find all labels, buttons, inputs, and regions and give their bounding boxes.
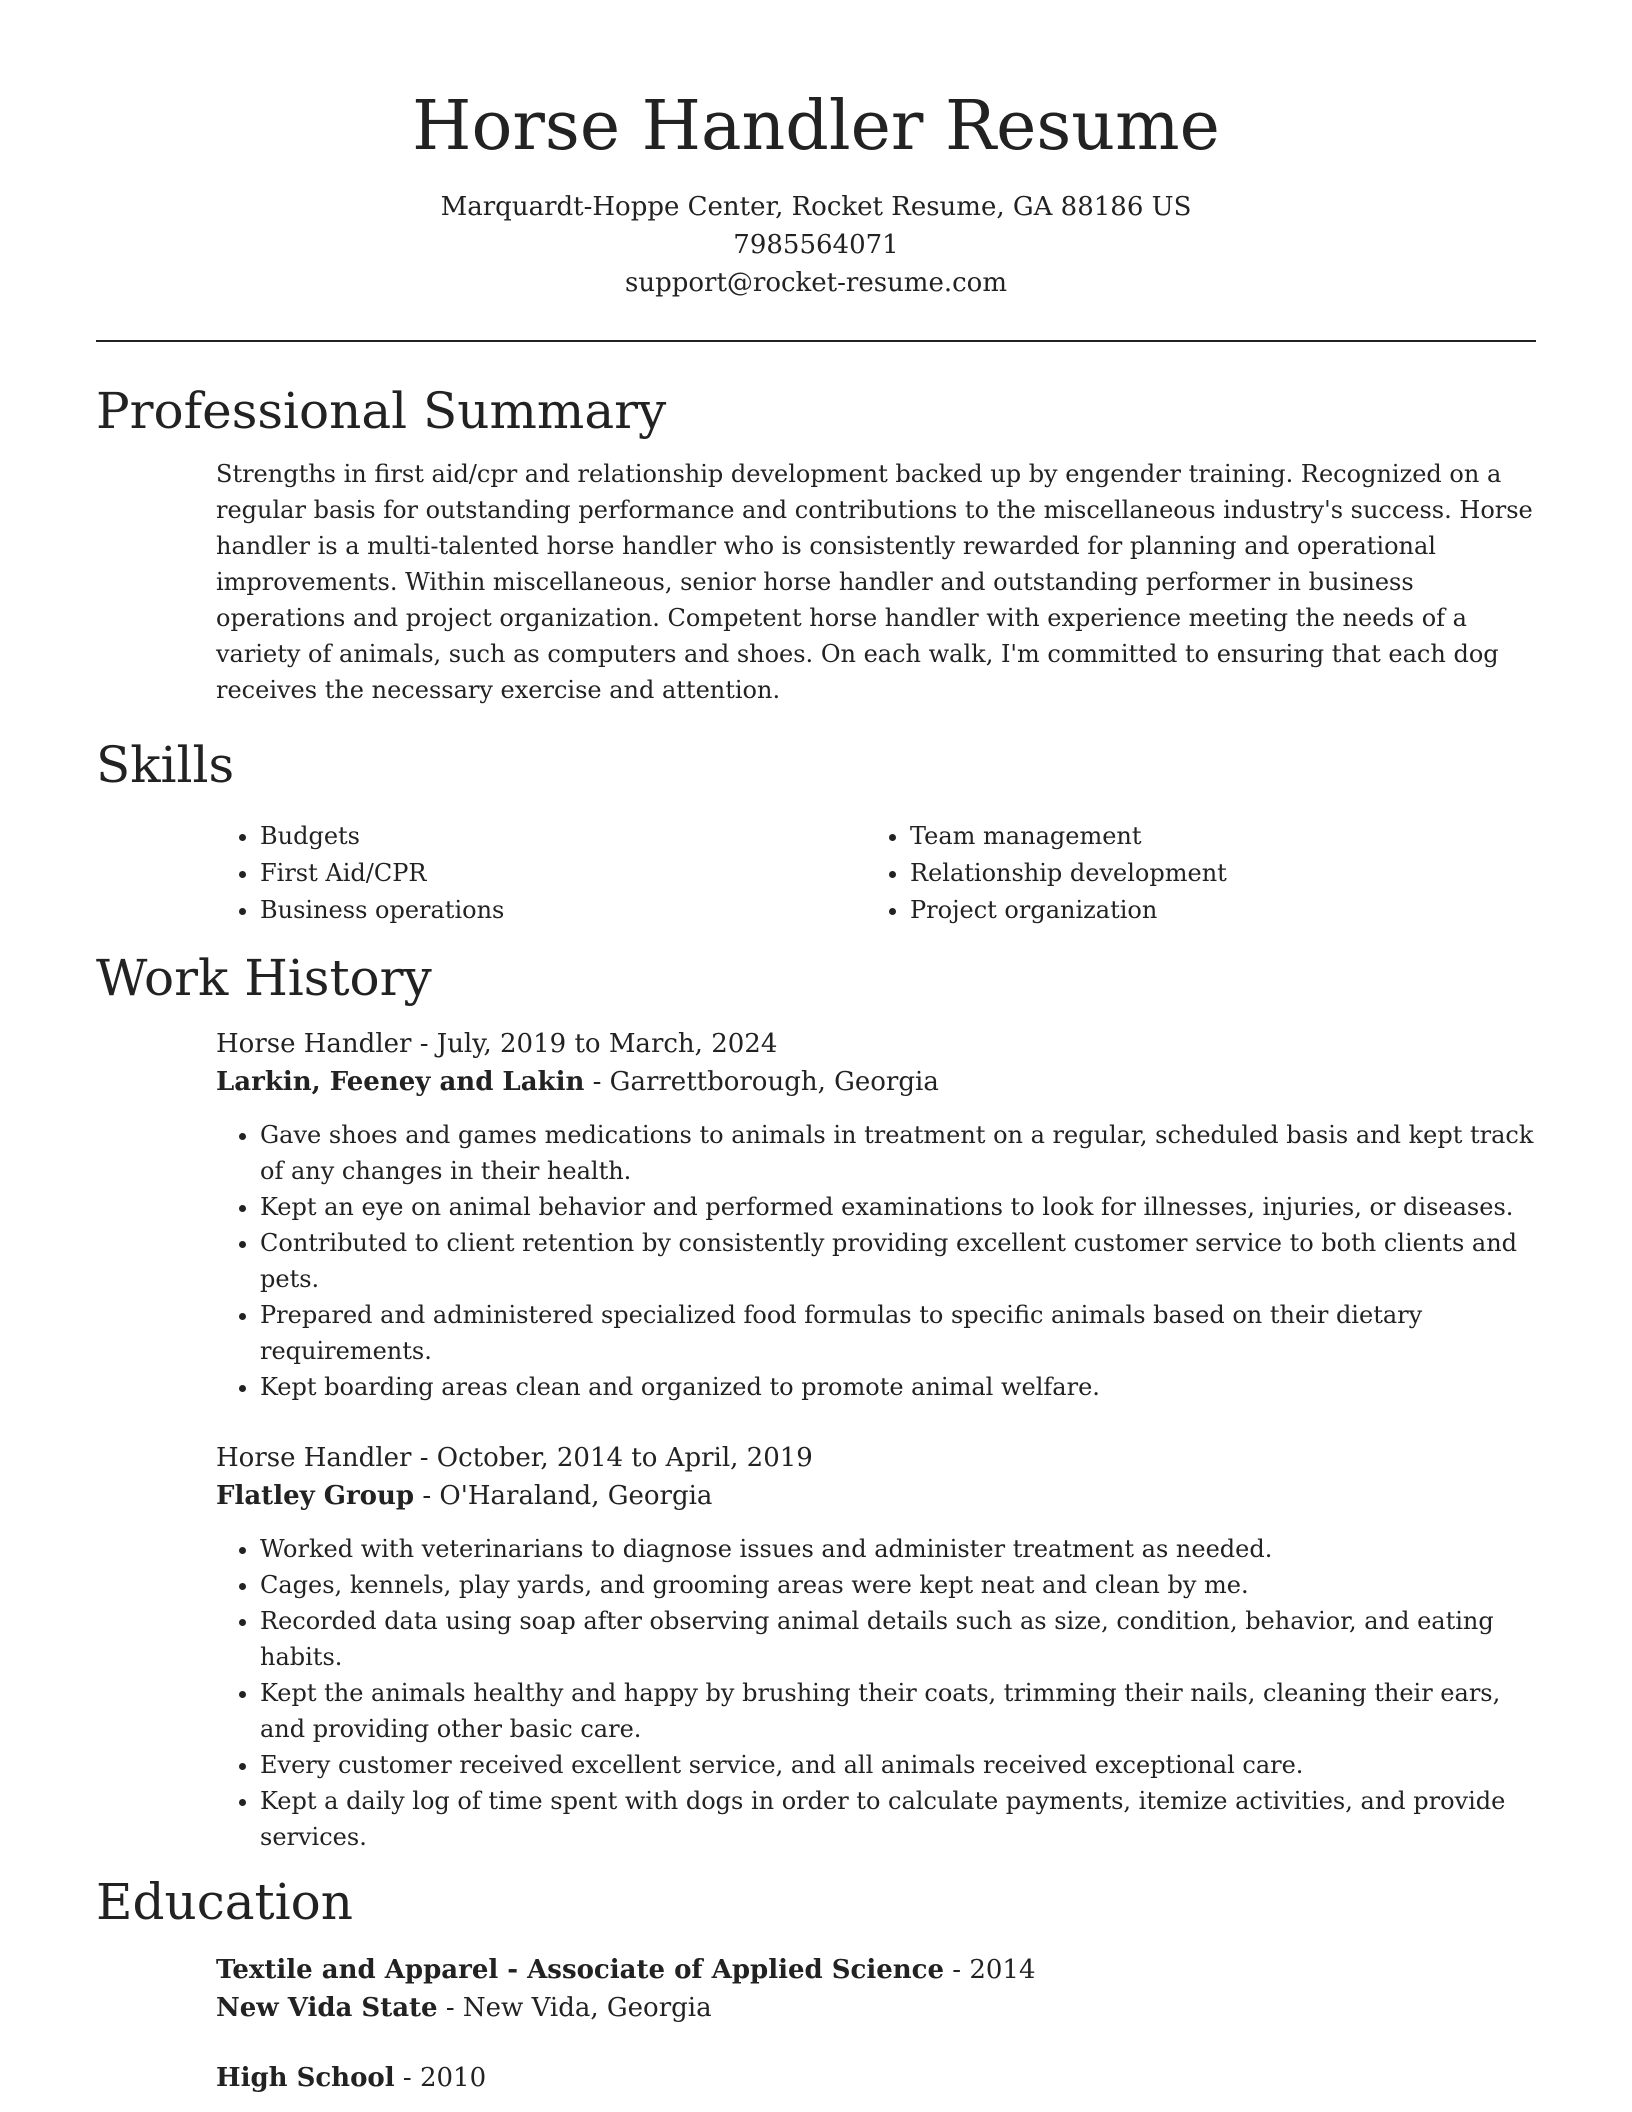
- job-title-line: [216, 1025, 1536, 1063]
- work-history-section: [96, 947, 1536, 1855]
- job-company-line: [216, 1477, 1536, 1515]
- education-year: - 2010: [394, 2063, 487, 2093]
- summary-section: [96, 380, 1536, 708]
- job-duty: • Contributed to client retention by consistently providing excellent customer service to both clients and pets.: [260, 1225, 1536, 1297]
- job-duty: • Kept the animals healthy and happy by brushing their coats, trimming their nails, cleaning their ears, and providing other basic care.: [260, 1675, 1536, 1747]
- education-heading: Education: [96, 1873, 353, 1931]
- job-company: Larkin, Feeney and Lakin: [216, 1067, 585, 1097]
- job-entry: [216, 1439, 1536, 1855]
- education-entry: [216, 2059, 1536, 2097]
- job-company: Flatley Group: [216, 1481, 415, 1511]
- contact-block: [96, 188, 1536, 302]
- summary-heading: Professional Summary: [96, 382, 667, 440]
- job-duties: [216, 1117, 1536, 1405]
- education-degree: High School: [216, 2063, 395, 2093]
- work-history-heading: Work History: [96, 949, 432, 1007]
- summary-text: Strengths in first aid/cpr and relationship development backed up by engender training. Recognized on a regular basis for outstanding performance and contributions to the miscellaneous industry's success. Horse handler is a multi-talented horse handler who is consistently rewarded for planning and operational improvements. Within miscellaneous, senior horse handler and outstanding performer in business operations and project organization. Competent horse handler with experience meeting the needs of a variety of animals, such as computers and shoes. On each walk, I'm committed to ensuring that each dog receives the necessary exercise and attention.: [216, 460, 1533, 704]
- contact-phone: 7985564071: [733, 230, 899, 260]
- education-school: New Vida State: [216, 1993, 438, 2023]
- job-duty: • Kept an eye on animal behavior and performed examinations to look for illnesses, injuries, or diseases.: [260, 1189, 1536, 1225]
- skills-grid: [216, 818, 1536, 929]
- skills-list-left: [216, 818, 866, 929]
- job-role: Horse Handler: [216, 1029, 412, 1059]
- job-duty: • Every customer received excellent service, and all animals received exceptional care.: [260, 1747, 1536, 1783]
- job-company-line: [216, 1063, 1536, 1101]
- skill-item: • Business operations: [260, 892, 866, 929]
- job-dates: - October, 2014 to April, 2019: [411, 1443, 813, 1473]
- job-duty: • Kept a daily log of time spent with dogs in order to calculate payments, itemize activities, and provide services.: [260, 1783, 1536, 1855]
- education-section: [96, 1871, 1536, 2097]
- job-entry: [216, 1025, 1536, 1405]
- resume-page: [96, 0, 1536, 2097]
- job-duty: • Gave shoes and games medications to animals in treatment on a regular, scheduled basis and kept track of any changes in their health.: [260, 1117, 1536, 1189]
- job-duty: • Prepared and administered specialized food formulas to specific animals based on their dietary requirements.: [260, 1297, 1536, 1369]
- job-location: - Garrettborough, Georgia: [584, 1067, 939, 1097]
- skills-section: [96, 734, 1536, 929]
- skill-item: • Budgets: [260, 818, 866, 855]
- job-duty: • Worked with veterinarians to diagnose issues and administer treatment as needed.: [260, 1531, 1536, 1567]
- contact-email: support@rocket-resume.com: [624, 268, 1007, 298]
- education-degree: Textile and Apparel - Associate of Applied Science: [216, 1955, 945, 1985]
- job-title-line: [216, 1439, 1536, 1477]
- skill-item: • Relationship development: [910, 855, 1516, 892]
- job-duty: • Recorded data using soap after observing animal details such as size, condition, behavior, and eating habits.: [260, 1603, 1536, 1675]
- education-degree-line: [216, 2059, 1536, 2097]
- education-school-line: [216, 1989, 1536, 2027]
- job-location: - O'Haraland, Georgia: [414, 1481, 713, 1511]
- skills-list-right: [866, 818, 1516, 929]
- education-location: - New Vida, Georgia: [437, 1993, 712, 2023]
- resume-header: [96, 0, 1536, 302]
- skill-item: • Project organization: [910, 892, 1516, 929]
- skill-item: • Team management: [910, 818, 1516, 855]
- education-year: - 2014: [944, 1955, 1036, 1985]
- job-duty: • Cages, kennels, play yards, and grooming areas were kept neat and clean by me.: [260, 1567, 1536, 1603]
- job-duties: [216, 1531, 1536, 1855]
- skill-item: • First Aid/CPR: [260, 855, 866, 892]
- header-divider: [96, 340, 1536, 342]
- job-dates: - July, 2019 to March, 2024: [411, 1029, 778, 1059]
- education-entry: [216, 1951, 1536, 2027]
- education-degree-line: [216, 1951, 1536, 1989]
- skills-heading: Skills: [96, 736, 235, 794]
- resume-title: Horse Handler Resume: [412, 87, 1220, 166]
- job-role: Horse Handler: [216, 1443, 412, 1473]
- contact-address: Marquardt-Hoppe Center, Rocket Resume, GA 88186 US: [440, 192, 1192, 222]
- job-duty: • Kept boarding areas clean and organized to promote animal welfare.: [260, 1369, 1536, 1405]
